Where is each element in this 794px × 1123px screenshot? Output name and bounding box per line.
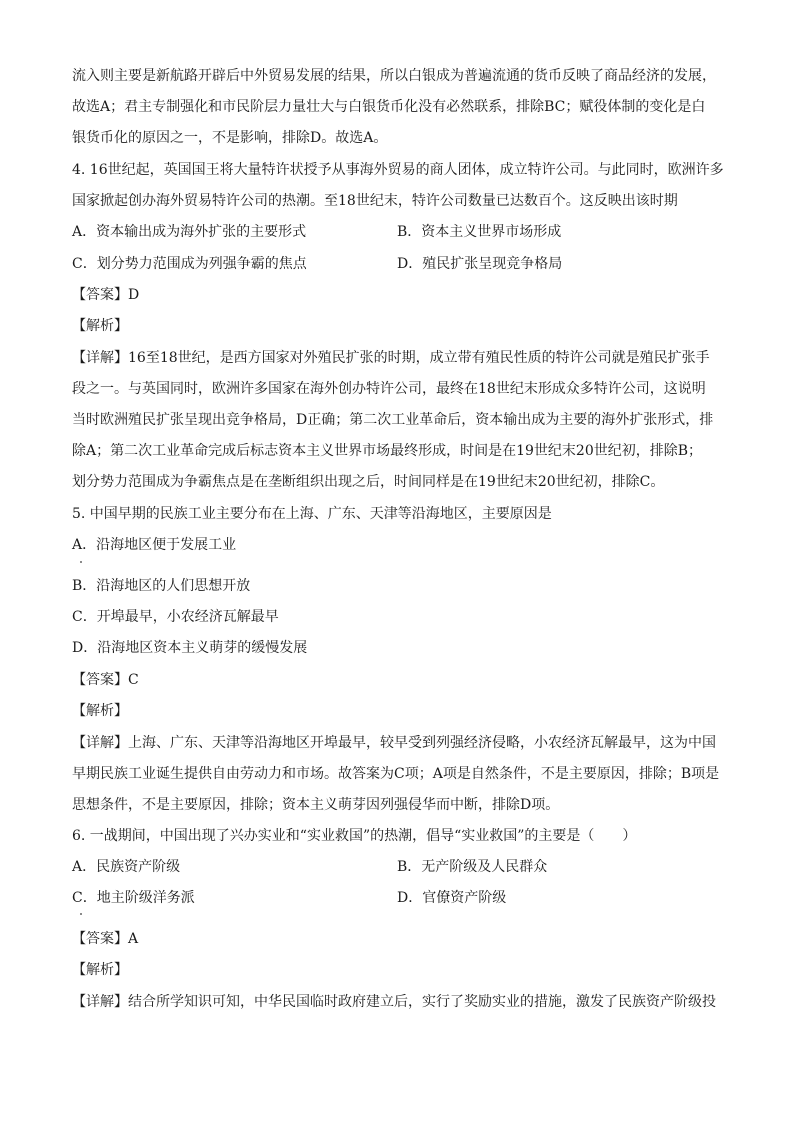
text-line: 流入则主要是新航路开辟后中外贸易发展的结果，所以白银成为普遍流通的货币反映了商品经济的发展， <box>72 68 716 84</box>
question-6-option-a: A．民族资产阶级 <box>72 859 181 875</box>
question-4-option-c: C．划分势力范围成为列强争霸的焦点 <box>72 256 307 272</box>
question-5-stem: 5. 中国早期的民族工业主要分布在上海、广东、天津等沿海地区，主要原因是 <box>72 506 552 522</box>
question-5-option-b: B．沿海地区的人们思想开放 <box>72 578 251 594</box>
question-5-analysis-label: 【解析】 <box>72 703 128 719</box>
question-5-detail: 【详解】上海、广东、天津等沿海地区开埠最早，较早受到列强经济侵略，小农经济瓦解最早，这为中国 <box>72 735 716 751</box>
stray-dot <box>80 561 82 563</box>
question-4-answer: 【答案】D <box>72 287 140 303</box>
question-5-detail: 思想条件，不是主要原因，排除；资本主义萌芽因列强侵华而中断，排除D项。 <box>72 797 560 813</box>
question-4-analysis-label: 【解析】 <box>72 318 128 334</box>
question-4-stem: 4. 16世纪起，英国国王将大量特许状授予从事海外贸易的商人团体，成立特许公司。与此同时，欧洲许多 <box>72 162 724 178</box>
question-4-detail: 当时欧洲殖民扩张呈现出竞争格局，D正确；第二次工业革命后，资本输出成为主要的海外扩张形式，排 <box>72 412 714 428</box>
question-6-detail: 【详解】结合所学知识可知，中华民国临时政府建立后，实行了奖励实业的措施，激发了民族资产阶级投 <box>72 994 716 1010</box>
question-6-answer: 【答案】A <box>72 931 139 947</box>
question-4-detail: 段之一。与英国同时，欧洲许多国家在海外创办特许公司，最终在18世纪末形成众多特许公司，这说明 <box>72 381 706 397</box>
question-4-detail: 【详解】16至18世纪，是西方国家对外殖民扩张的时期，成立带有殖民性质的特许公司就是殖民扩张手 <box>72 350 710 366</box>
question-6-analysis-label: 【解析】 <box>72 962 128 978</box>
question-6-option-b: B．无产阶级及人民群众 <box>397 859 548 875</box>
question-5-option-a: A．沿海地区便于发展工业 <box>72 537 237 553</box>
question-5-answer: 【答案】C <box>72 672 139 688</box>
question-6-option-c: C．地主阶级洋务派 <box>72 890 195 906</box>
question-5-detail: 早期民族工业诞生提供自由劳动力和市场。故答案为C项；A项是自然条件，不是主要原因，排除；B项是 <box>72 766 720 782</box>
question-4-detail: 划分势力范围成为争霸焦点是在垄断组织出现之后，时间同样是在19世纪末20世纪初，排除C。 <box>72 474 665 490</box>
question-4-option-a: A．资本输出成为海外扩张的主要形式 <box>72 224 307 240</box>
question-5-option-c: C．开埠最早，小农经济瓦解最早 <box>72 609 279 625</box>
question-4-detail: 除A；第二次工业革命完成后标志资本主义世界市场最终形成，时间是在19世纪末20世纪初，排除B； <box>72 443 703 459</box>
question-4-option-b: B．资本主义世界市场形成 <box>397 224 562 240</box>
question-6-stem: 6. 一战期间，中国出现了兴办实业和“实业救国”的热潮，倡导“实业救国”的主要是（ ） <box>72 828 637 844</box>
question-5-option-d: D．沿海地区资本主义萌芽的缓慢发展 <box>72 640 308 656</box>
question-4-option-d: D．殖民扩张呈现竞争格局 <box>397 256 563 272</box>
text-line: 故选A；君主专制强化和市民阶层力量壮大与白银货币化没有必然联系，排除BC；赋役体制的变化是白 <box>72 99 706 115</box>
question-4-stem: 国家掀起创办海外贸易特许公司的热潮。至18世纪末，特许公司数量已达数百个。这反映出该时期 <box>72 193 678 209</box>
text-line: 银货币化的原因之一，不是影响，排除D。故选A。 <box>72 130 388 146</box>
stray-dot <box>80 913 82 915</box>
question-6-option-d: D．官僚资产阶级 <box>397 890 507 906</box>
